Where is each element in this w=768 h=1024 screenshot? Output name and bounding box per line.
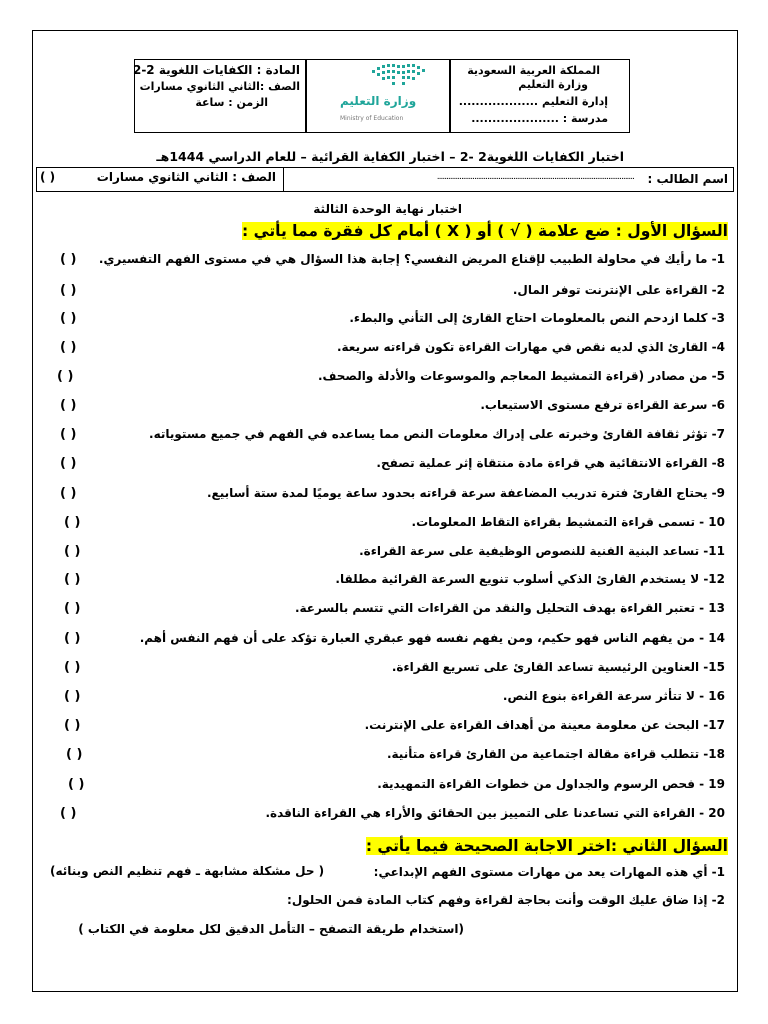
answer-box-17[interactable]: ( ) [64,718,81,733]
question-10: 10 - تسمى قراءة التمشيط بقراءة التقاط المعلومات. [411,515,725,529]
section2-question-1: 1- أي هذه المهارات يعد من مهارات مستوى الفهم الإبداعي: [373,865,725,879]
question-13: 13 - تعتبر القراءة بهدف التحليل والنقد من القراءات التي تتسم بالسرعة. [294,601,725,615]
student-name-field[interactable]: .......................................................................................................... [436,172,634,182]
question-8: 8- القراءة الانتقائية هي قراءة مادة منتقاة إثر عملية تصفح. [376,456,725,470]
answer-box-14[interactable]: ( ) [64,631,81,646]
answer-box-15[interactable]: ( ) [64,660,81,675]
question-4: 4- القارئ الذي لديه نقص في مهارات القراءة تكون قراءته سريعة. [336,340,725,354]
section1-heading: السؤال الأول : ضع علامة ( √ ) أو ( X ) أمام كل فقرة مما يأتي : [242,222,728,240]
answer-box-4[interactable]: ( ) [60,340,77,355]
header-school: مدرسة : ..................... [471,112,608,125]
answer-box-8[interactable]: ( ) [60,456,77,471]
header-ministry: وزارة التعليم [518,78,588,91]
answer-box-9[interactable]: ( ) [60,486,77,501]
question-11: 11- تساعد البنية الفنية للنصوص الوظيفية على سرعة القراءة. [359,544,725,558]
section2-question-1-options: ( حل مشكلة مشابهة ـ فهم تنظيم النص وبنائه) [50,864,325,878]
ministry-logo-icon [370,64,430,86]
class-paren: ( ) [40,170,56,184]
section2-question-2-options: (استخدام طريقة التصفح – التأمل الدقيق لكل معلومة في الكتاب ) [78,922,464,936]
answer-box-20[interactable]: ( ) [60,806,77,821]
section2-heading: السؤال الثاني :اختر الاجابة الصحيحة فيما يأتي : [365,837,728,855]
answer-box-5[interactable]: ( ) [57,369,74,384]
header-admin: إدارة التعليم ................... [458,95,608,108]
header-grade: الصف :الثاني الثانوي مسارات [139,80,300,93]
header-country: المملكة العربية السعودية [467,64,600,77]
answer-box-19[interactable]: ( ) [68,777,85,792]
question-7: 7- تؤثر ثقافة القارئ وخبرته على إدراك معلومات النص مما يساعده في الفهم في جميع مستوياته. [149,427,725,441]
question-3: 3- كلما ازدحم النص بالمعلومات احتاج القارئ إلى التأني والبطء. [349,311,725,325]
header-subject: المادة : الكفايات اللغوية 2-2 [132,63,300,77]
answer-box-18[interactable]: ( ) [66,747,83,762]
question-2: 2- القراءة على الإنترنت توفر المال. [512,283,725,297]
question-16: 16 - لا تتأثر سرعة القراءة بنوع النص. [502,689,725,703]
question-14: 14 - من يفهم الناس فهو حكيم، ومن يفهم نفسه فهو عبقري العبارة تؤكد على أن فهم النفس أهم. [139,631,725,645]
ministry-logo-arabic: وزارة التعليم [340,94,417,108]
question-9: 9- يحتاج القارئ فترة تدريب المضاعفة سرعة قراءته بحدود ساعة يوميًا لمدة ستة أسابيع. [206,486,725,500]
class-label: الصف : الثاني الثانوي مسارات [96,170,276,184]
answer-box-10[interactable]: ( ) [64,515,81,530]
question-12: 12- لا يستخدم القارئ الذكي أسلوب تنويع السرعة القرائية مطلقا. [335,572,725,586]
answer-box-6[interactable]: ( ) [60,398,77,413]
question-17: 17- البحث عن معلومة معينة من أهداف القراءة على الإنترنت. [364,718,725,732]
question-18: 18- تتطلب قراءة مقالة اجتماعية من القارئ قراءة متأنية. [386,747,725,761]
answer-box-11[interactable]: ( ) [64,544,81,559]
student-name-label: اسم الطالب : [647,172,728,186]
answer-box-13[interactable]: ( ) [64,601,81,616]
section2-question-2: 2- إذا ضاق عليك الوقت وأنت بحاجة لقراءة وفهم كتاب المادة فمن الحلول: [287,893,725,907]
header-time: الزمن : ساعة [195,96,268,109]
answer-box-7[interactable]: ( ) [60,427,77,442]
answer-box-1[interactable]: ( ) [60,252,77,267]
question-1: 1- ما رأيك في محاولة الطبيب لإقناع المريض النفسي؟ إجابة هذا السؤال هي في مستوى الفهم التفسيري. [98,252,725,266]
exam-subtitle: اختبار نهاية الوحدة الثالثة [313,202,462,216]
answer-box-12[interactable]: ( ) [64,572,81,587]
question-20: 20 - القراءة التي تساعدنا على التمييز بين الحقائق والأراء هي القراءة الناقدة. [265,806,725,820]
answer-box-2[interactable]: ( ) [60,283,77,298]
exam-title: اختبار الكفايات اللغوية2 -2 – اختبار الكفاية القرائية – للعام الدراسي 1444هـ [156,149,624,164]
answer-box-16[interactable]: ( ) [64,689,81,704]
question-15: 15- العناوين الرئيسية تساعد القارئ على تسريع القراءة. [391,660,725,674]
question-6: 6- سرعة القراءة ترفع مستوى الاستيعاب. [480,398,725,412]
answer-box-3[interactable]: ( ) [60,311,77,326]
question-5: 5- من مصادر (قراءة التمشيط المعاجم والموسوعات والأدلة والصحف. [317,369,725,383]
question-19: 19 - فحص الرسوم والجداول من خطوات القراءة التمهيدية. [377,777,725,791]
ministry-logo-english: Ministry of Education [340,115,404,122]
